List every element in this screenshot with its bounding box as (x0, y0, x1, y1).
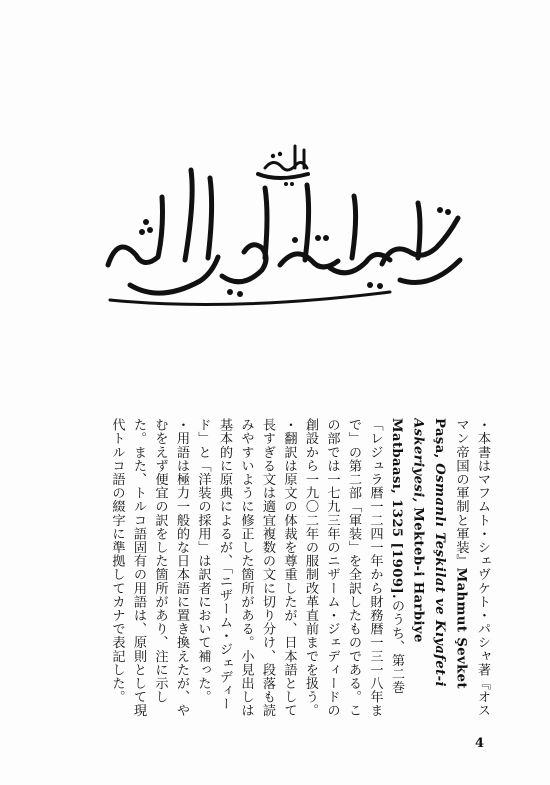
note-text: 本書はマフムト・シェヴケト・パシャ著『オスマン帝国の軍制と軍装』 (453, 418, 490, 718)
book-title: Osmanlı Teşkilat ve Kıyafet-i Askeriyesi, (410, 418, 447, 687)
note-1 (300, 418, 494, 718)
ottoman-calligraphy-title (90, 140, 480, 320)
note-bullet: ・ (281, 418, 297, 432)
note-text: のうち、第二巻「レジュラ暦一二四一年から財務暦一三一八年まで」の第二部「軍装」を全訳したものである。この部では一七九三年のニザーム・ジェディードの創設から一九〇二年の服制改革直前までを扱う。 (303, 418, 404, 718)
note-text: 翻訳は原文の体裁を尊重したが、日本語として長すぎる文は適宜複数の文に切り分け、段落も読みやすいように修正した箇所がある。小見出しは基本的に原典によるが、「ニザーム・ジェディード」と「洋装の採用」は訳者において補った。 (195, 418, 297, 718)
note-3 (108, 418, 192, 718)
translator-notes (108, 418, 493, 718)
author-name: Mahmut Şevket Paşa, (432, 418, 469, 689)
note-bullet: ・ (174, 418, 189, 432)
page-number: 4 (474, 736, 484, 751)
note-text: 用語は極力一般的な日本語に置き換えたが、やむをえず便宜の訳をした箇所があり、注に示した。また、トルコ語固有の用語は、原則として現代トルコ語の綴字に準拠してカナで表記した。 (109, 418, 189, 718)
calligraphy-main-line (108, 170, 460, 305)
publisher: Mekteb-i Harbiye Matbaası, 1325 [1909]. (389, 418, 426, 643)
note-2 (192, 418, 300, 718)
note-bullet: ・ (475, 418, 490, 432)
calligraphy-upper-word (258, 146, 308, 178)
